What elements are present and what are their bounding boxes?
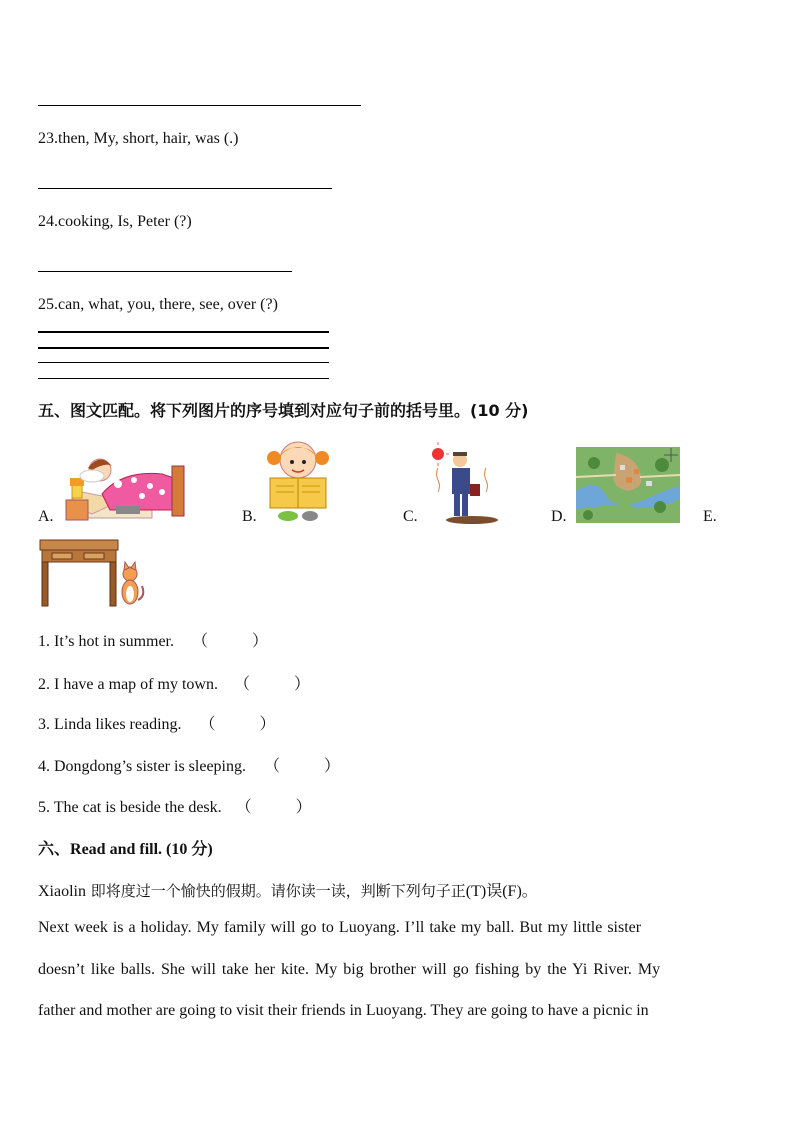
section-5-title: 五、图文匹配。将下列图片的序号填到对应句子前的括号里。(10 分) (38, 401, 529, 420)
passage-line-3: father and mother are going to visit their friends in Luoyang. They are going to have a picnic in (38, 1002, 649, 1019)
compass-icon (664, 448, 678, 462)
reading-girl-picture (266, 436, 330, 524)
passage-line-1: Next week is a holiday. My family will go to Luoyang. I’ll take my ball. But my little sister (38, 919, 642, 936)
answer-blank-4[interactable]: （ ） (264, 758, 341, 775)
section-6-title: 六、Read and fill. (10 分) (38, 839, 213, 858)
option-b-label: B. (242, 508, 257, 525)
answer-line-24[interactable] (38, 271, 292, 272)
desk-and-cat-picture (38, 536, 146, 612)
match-sentence-5 (38, 794, 312, 817)
sentence-text: 5. The cat is beside the desk. (38, 799, 222, 816)
answer-line-22[interactable] (38, 105, 361, 106)
answer-line-25d[interactable] (38, 378, 329, 379)
sentence-text: 3. Linda likes reading. (38, 716, 182, 733)
match-sentence-3 (38, 711, 276, 734)
answer-line-25c[interactable] (38, 362, 329, 363)
passage-line-2: doesn’t like balls. She will take her kite. My big brother will go fishing by the Yi River. My (38, 961, 661, 978)
option-a-label: A. (38, 508, 54, 525)
sleeping-girl-picture (62, 440, 186, 522)
hot-man-picture (430, 442, 500, 524)
sentence-text: 4. Dongdong’s sister is sleeping. (38, 758, 246, 775)
match-sentence-2 (38, 671, 310, 694)
sentence-text: 2. I have a map of my town. (38, 676, 218, 693)
match-sentence-4 (38, 753, 340, 776)
answer-line-25a[interactable] (38, 331, 329, 333)
sentence-text: 1. It’s hot in summer. (38, 633, 174, 650)
option-c-label: C. (403, 508, 418, 525)
answer-line-25b[interactable] (38, 347, 329, 349)
option-e-label: E. (703, 508, 717, 525)
answer-blank-5[interactable]: （ ） (235, 799, 312, 816)
question-24: 24.cooking, Is, Peter (?) (38, 213, 192, 230)
question-25: 25.can, what, you, there, see, over (?) (38, 296, 278, 313)
section-6-instruction: Xiaolin 即将度过一个愉快的假期。请你读一读，判断下列句子正(T)误(F)。 (38, 882, 538, 900)
option-d-label: D. (551, 508, 567, 525)
answer-blank-2[interactable]: （ ） (233, 676, 310, 693)
answer-line-23[interactable] (38, 188, 332, 189)
match-sentence-1 (38, 628, 268, 651)
answer-blank-3[interactable]: （ ） (199, 716, 276, 733)
answer-blank-1[interactable]: （ ） (192, 633, 269, 650)
question-23: 23.then, My, short, hair, was (.) (38, 130, 239, 147)
